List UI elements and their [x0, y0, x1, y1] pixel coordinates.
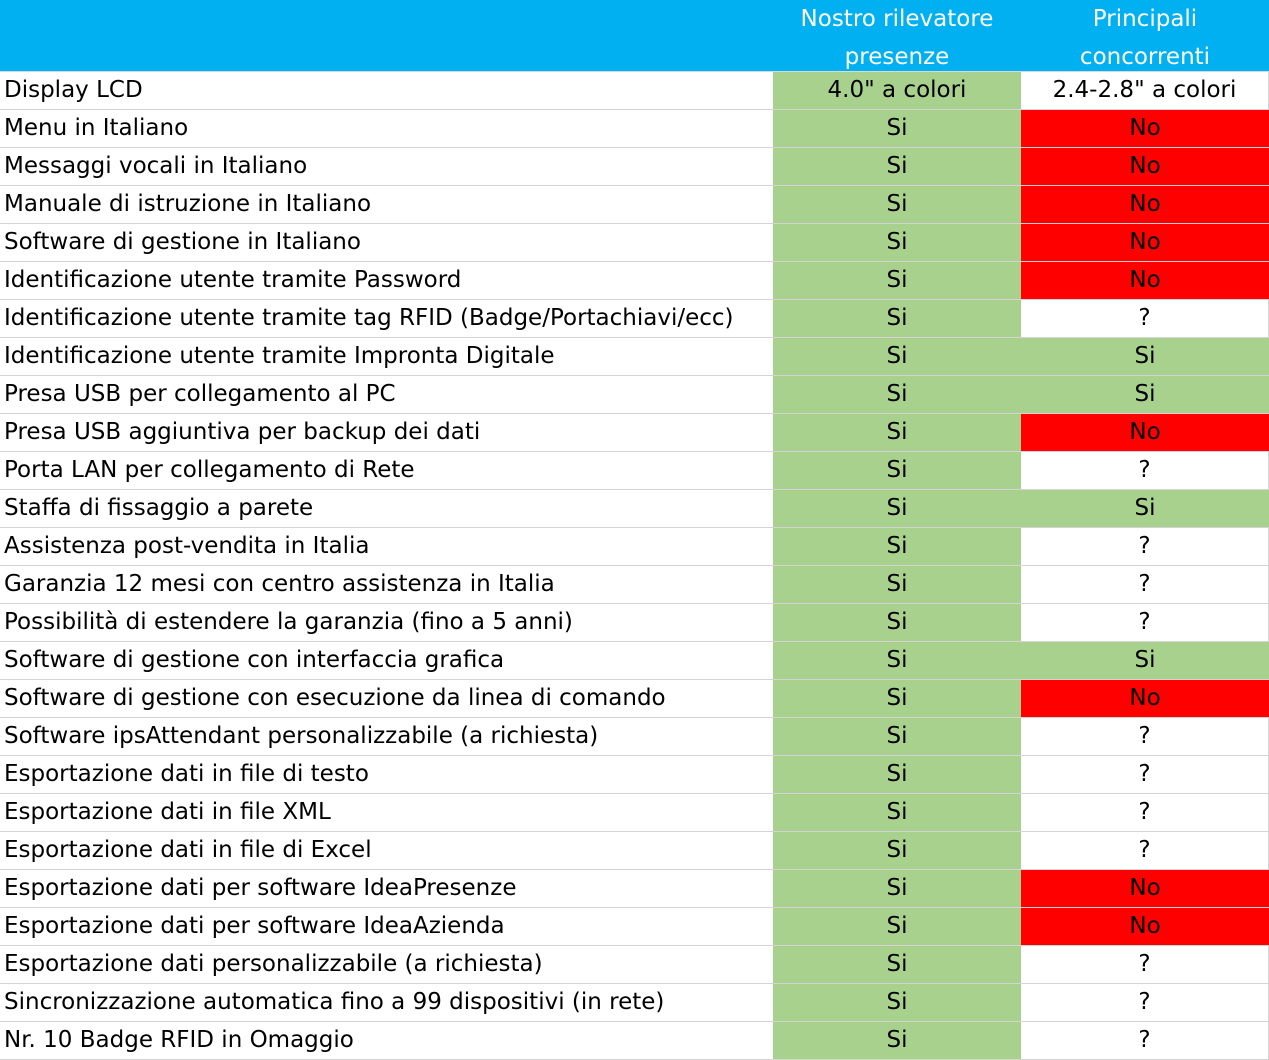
competitor-value-cell: ?: [1021, 984, 1269, 1021]
table-row: [0, 452, 1269, 490]
ours-value-cell: Si: [773, 338, 1021, 375]
header-feature-cell: [0, 0, 773, 71]
feature-cell: Sincronizzazione automatica fino a 99 dispositivi (in rete): [0, 984, 773, 1021]
competitor-value-cell: No: [1021, 262, 1269, 299]
competitor-value-cell: ?: [1021, 528, 1269, 565]
table-row: [0, 566, 1269, 604]
table-row: [0, 756, 1269, 794]
table-row: [0, 794, 1269, 832]
table-row: [0, 680, 1269, 718]
ours-value-cell: Si: [773, 908, 1021, 945]
feature-cell: Software ipsAttendant personalizzabile (a richiesta): [0, 718, 773, 755]
ours-value-cell: Si: [773, 414, 1021, 451]
header-ours-line-2: presenze: [844, 44, 950, 70]
competitor-value-cell: No: [1021, 680, 1269, 717]
header-competitors-line-2: concorrenti: [1079, 44, 1211, 70]
competitor-value-cell: Si: [1021, 490, 1269, 527]
competitor-value-cell: No: [1021, 414, 1269, 451]
competitor-value-cell: No: [1021, 908, 1269, 945]
feature-cell: Esportazione dati per software IdeaAzienda: [0, 908, 773, 945]
ours-value-cell: Si: [773, 984, 1021, 1021]
ours-value-cell: Si: [773, 604, 1021, 641]
table-row: [0, 224, 1269, 262]
ours-value-cell: Si: [773, 452, 1021, 489]
header-ours-line-1: Nostro rilevatore: [800, 6, 994, 32]
table-row: [0, 490, 1269, 528]
feature-cell: Manuale di istruzione in Italiano: [0, 186, 773, 223]
feature-cell: Esportazione dati in file di Excel: [0, 832, 773, 869]
table-row: [0, 832, 1269, 870]
ours-value-cell: Si: [773, 870, 1021, 907]
table-row: [0, 908, 1269, 946]
feature-cell: Menu in Italiano: [0, 110, 773, 147]
ours-value-cell: Si: [773, 718, 1021, 755]
ours-value-cell: 4.0" a colori: [773, 72, 1021, 109]
feature-cell: Software di gestione con interfaccia grafica: [0, 642, 773, 679]
competitor-value-cell: No: [1021, 870, 1269, 907]
ours-value-cell: Si: [773, 376, 1021, 413]
ours-value-cell: Si: [773, 680, 1021, 717]
ours-value-cell: Si: [773, 186, 1021, 223]
feature-cell: Garanzia 12 mesi con centro assistenza in Italia: [0, 566, 773, 603]
ours-value-cell: Si: [773, 148, 1021, 185]
competitor-value-cell: No: [1021, 186, 1269, 223]
competitor-value-cell: ?: [1021, 718, 1269, 755]
feature-cell: Presa USB per collegamento al PC: [0, 376, 773, 413]
table-row: [0, 870, 1269, 908]
competitor-value-cell: ?: [1021, 832, 1269, 869]
feature-cell: Identificazione utente tramite tag RFID (Badge/Portachiavi/ecc): [0, 300, 773, 337]
header-row: [0, 0, 1269, 72]
ours-value-cell: Si: [773, 946, 1021, 983]
table-row: [0, 414, 1269, 452]
ours-value-cell: Si: [773, 490, 1021, 527]
competitor-value-cell: ?: [1021, 794, 1269, 831]
ours-value-cell: Si: [773, 110, 1021, 147]
competitor-value-cell: Si: [1021, 642, 1269, 679]
feature-cell: Display LCD: [0, 72, 773, 109]
ours-value-cell: Si: [773, 566, 1021, 603]
competitor-value-cell: ?: [1021, 1022, 1269, 1059]
feature-cell: Esportazione dati in file di testo: [0, 756, 773, 793]
feature-cell: Nr. 10 Badge RFID in Omaggio: [0, 1022, 773, 1059]
feature-cell: Identificazione utente tramite Password: [0, 262, 773, 299]
competitor-value-cell: ?: [1021, 604, 1269, 641]
competitor-value-cell: 2.4-2.8" a colori: [1021, 72, 1269, 109]
header-competitors-cell: [1021, 0, 1269, 71]
table-row: [0, 718, 1269, 756]
competitor-value-cell: Si: [1021, 376, 1269, 413]
ours-value-cell: Si: [773, 756, 1021, 793]
header-competitors-line-1: Principali: [1092, 6, 1198, 32]
feature-cell: Esportazione dati personalizzabile (a richiesta): [0, 946, 773, 983]
table-row: [0, 528, 1269, 566]
header-ours-cell: [773, 0, 1021, 71]
ours-value-cell: Si: [773, 1022, 1021, 1059]
ours-value-cell: Si: [773, 794, 1021, 831]
ours-value-cell: Si: [773, 300, 1021, 337]
competitor-value-cell: No: [1021, 110, 1269, 147]
table-row: [0, 642, 1269, 680]
competitor-value-cell: Si: [1021, 338, 1269, 375]
ours-value-cell: Si: [773, 528, 1021, 565]
table-row: [0, 110, 1269, 148]
table-row: [0, 148, 1269, 186]
feature-cell: Esportazione dati per software IdeaPresenze: [0, 870, 773, 907]
feature-cell: Esportazione dati in file XML: [0, 794, 773, 831]
ours-value-cell: Si: [773, 262, 1021, 299]
feature-cell: Possibilità di estendere la garanzia (fino a 5 anni): [0, 604, 773, 641]
table-row: [0, 300, 1269, 338]
competitor-value-cell: ?: [1021, 946, 1269, 983]
feature-cell: Identificazione utente tramite Impronta Digitale: [0, 338, 773, 375]
feature-cell: Assistenza post-vendita in Italia: [0, 528, 773, 565]
ours-value-cell: Si: [773, 224, 1021, 261]
ours-value-cell: Si: [773, 642, 1021, 679]
competitor-value-cell: No: [1021, 224, 1269, 261]
competitor-value-cell: ?: [1021, 300, 1269, 337]
feature-cell: Staffa di fissaggio a parete: [0, 490, 773, 527]
table-row: [0, 1022, 1269, 1060]
ours-value-cell: Si: [773, 832, 1021, 869]
feature-cell: Software di gestione con esecuzione da linea di comando: [0, 680, 773, 717]
table-row: [0, 338, 1269, 376]
feature-cell: Porta LAN per collegamento di Rete: [0, 452, 773, 489]
competitor-value-cell: ?: [1021, 566, 1269, 603]
feature-cell: Software di gestione in Italiano: [0, 224, 773, 261]
table-row: [0, 376, 1269, 414]
table-row: [0, 72, 1269, 110]
competitor-value-cell: No: [1021, 148, 1269, 185]
feature-cell: Messaggi vocali in Italiano: [0, 148, 773, 185]
competitor-value-cell: ?: [1021, 452, 1269, 489]
table-row: [0, 604, 1269, 642]
table-body: [0, 72, 1269, 1060]
table-row: [0, 984, 1269, 1022]
competitor-value-cell: ?: [1021, 756, 1269, 793]
table-row: [0, 186, 1269, 224]
feature-cell: Presa USB aggiuntiva per backup dei dati: [0, 414, 773, 451]
table-row: [0, 946, 1269, 984]
table-row: [0, 262, 1269, 300]
